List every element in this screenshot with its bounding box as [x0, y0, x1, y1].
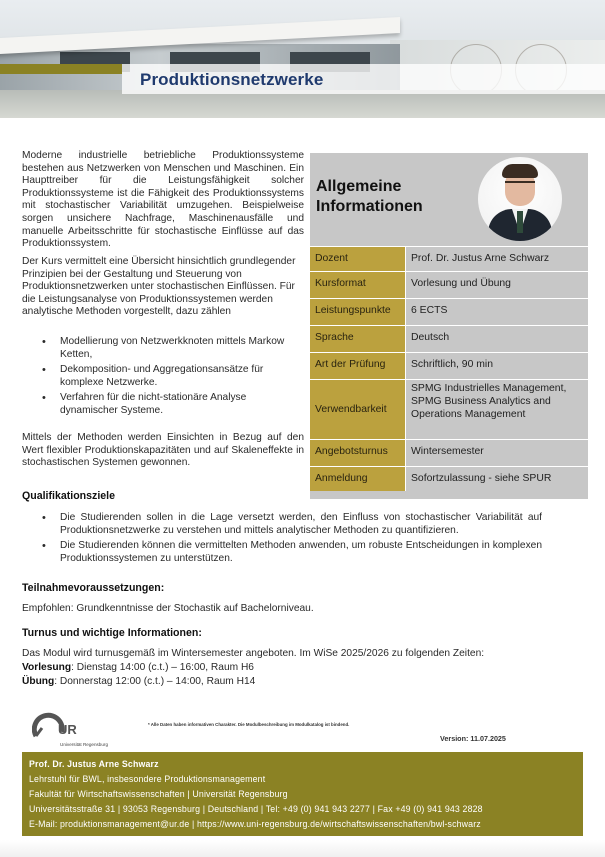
table-row [310, 467, 588, 491]
exercise-time: : Donnerstag 12:00 (c.t.) – 14:00, Raum H14 [54, 676, 256, 687]
info-value: 6 ECTS [406, 299, 589, 326]
ground [0, 90, 605, 118]
info-value: Prof. Dr. Justus Arne Schwarz [406, 247, 589, 272]
info-key: Kursformat [310, 272, 406, 299]
teilnahme-text: Empfohlen: Grundkenntnisse der Stochastik auf Bachelorniveau. [22, 603, 314, 614]
table-row [310, 440, 588, 467]
table-row [310, 247, 588, 272]
table-row [310, 353, 588, 380]
exercise-schedule [22, 676, 255, 689]
page-bottom-bar [0, 840, 605, 857]
info-heading-line-2: Informationen [316, 198, 423, 215]
table-row [310, 299, 588, 326]
intro-paragraph-3: Mittels der Methoden werden Einsichten in Bezug auf den Wert flexibler Produktionskapazitäten und auf Skaleneffekte in stochastischen Systemen gewonnen. [22, 432, 304, 469]
section-heading-qualifikation: Qualifikationsziele [22, 490, 116, 502]
contact-footer [22, 752, 583, 836]
table-row [310, 380, 588, 440]
lecturer-portrait [478, 157, 562, 241]
info-value: Sofortzulassung - siehe SPUR [406, 467, 589, 491]
list-item: • Die Studierenden sollen in die Lage versetzt werden, den Einfluss von stochastischer Variabilität auf Produktionsnetzwerke zu verstehen und mittels analytischer Methoden zu quantifizieren. [22, 512, 542, 537]
lecture-schedule [22, 662, 254, 675]
list-item: • Verfahren für die nicht-stationäre Analyse dynamischer Systeme. [22, 392, 304, 417]
info-key: Sprache [310, 326, 406, 353]
exercise-label: Übung [22, 676, 55, 687]
info-key: Angebotsturnus [310, 440, 406, 467]
list-item: • Die Studierenden können die vermittelten Methoden anwenden, um robuste Entscheidungen in komplexen Produktionssystemen zu unterstützen. [22, 540, 542, 565]
info-key: Anmeldung [310, 467, 406, 491]
title-accent-strip [0, 64, 122, 74]
footer-faculty: Fakultät für Wirtschaftswissenschaften | Universität Regensburg [29, 789, 288, 799]
intro-paragraph-1: Moderne industrielle betriebliche Produktionssysteme bestehen aus Netzwerken von Menschen und Maschinen. Ein Haupttreiber für die Leistungsfähigkeit solcher Produktionssysteme ist die Fähigkeit des Produktionssystems mit stochastischer Variabilität umzugehen. Beispielweise sorgen unsichere Nachfrage, Maschinenausfälle und manuelle Arbeitsschritte für stochastische Einflüsse auf das Produktionssystem. [22, 150, 304, 250]
list-item: • Dekomposition- und Aggregationsansätze für komplexe Netzwerke. [22, 364, 304, 389]
lecture-label: Vorlesung [22, 662, 72, 673]
info-table [310, 246, 588, 491]
lecture-time: : Dienstag 14:00 (c.t.) – 16:00, Raum H6 [71, 662, 254, 673]
disclaimer: * Alle Daten haben informativen Charakter. Die Modulbeschreibung im Modulkatalog ist bindend. [148, 722, 350, 727]
info-value: SPMG Industrielles Management, SPMG Business Analytics and Operations Management [406, 380, 589, 440]
info-key: Leistungspunkte [310, 299, 406, 326]
info-box [310, 153, 588, 499]
goals-list [22, 512, 542, 568]
version-label: Version: 11.07.2025 [440, 734, 506, 743]
section-heading-turnus: Turnus und wichtige Informationen: [22, 627, 202, 639]
university-logo-caption: Universität Regensburg [60, 742, 109, 747]
info-key: Dozent [310, 247, 406, 272]
intro-paragraph-2: Der Kurs vermittelt eine Übersicht hinsichtlich grundlegender Prinzipien bei der Gestaltung und Steuerung von Produktionsnetzwerken unter stochastischen Einflüssen. Für die Leistungsanalyse von Produktionssystemen werden analytische Methoden vorgestellt, dazu zählen [22, 256, 296, 318]
header-banner-image [0, 0, 605, 118]
footer-address: Universitätsstraße 31 | 93053 Regensburg | Deutschland | Tel: +49 (0) 941 943 2277 | Fax +49 (0) 941 943 2828 [29, 804, 483, 814]
footer-name: Prof. Dr. Justus Arne Schwarz [29, 759, 159, 769]
footer-chair: Lehrstuhl für BWL, insbesondere Produktionsmanagement [29, 774, 266, 784]
university-logo-letters: UR [58, 722, 77, 737]
info-key: Verwendbarkeit [310, 380, 406, 440]
page-title: Produktionsnetzwerke [140, 70, 324, 89]
methods-list [22, 336, 304, 421]
info-value: Wintersemester [406, 440, 589, 467]
info-heading-line-1: Allgemeine [316, 178, 402, 195]
info-key: Art der Prüfung [310, 353, 406, 380]
section-heading-teilnahme: Teilnahmevoraussetzungen: [22, 582, 165, 594]
table-row [310, 272, 588, 299]
turnus-text: Das Modul wird turnusgemäß im Wintersemester angeboten. Im WiSe 2025/2026 zu folgenden Zeiten: [22, 648, 485, 659]
info-value: Schriftlich, 90 min [406, 353, 589, 380]
footer-contact-links[interactable]: E-Mail: produktionsmanagement@ur.de | https://www.uni-regensburg.de/wirtschaftswissenschaften/bwl-schwarz [29, 819, 481, 829]
list-item: • Modellierung von Netzwerkknoten mittels Markow Ketten, [22, 336, 304, 361]
info-value: Deutsch [406, 326, 589, 353]
table-row [310, 326, 588, 353]
info-heading [316, 177, 423, 217]
info-value: Vorlesung und Übung [406, 272, 589, 299]
